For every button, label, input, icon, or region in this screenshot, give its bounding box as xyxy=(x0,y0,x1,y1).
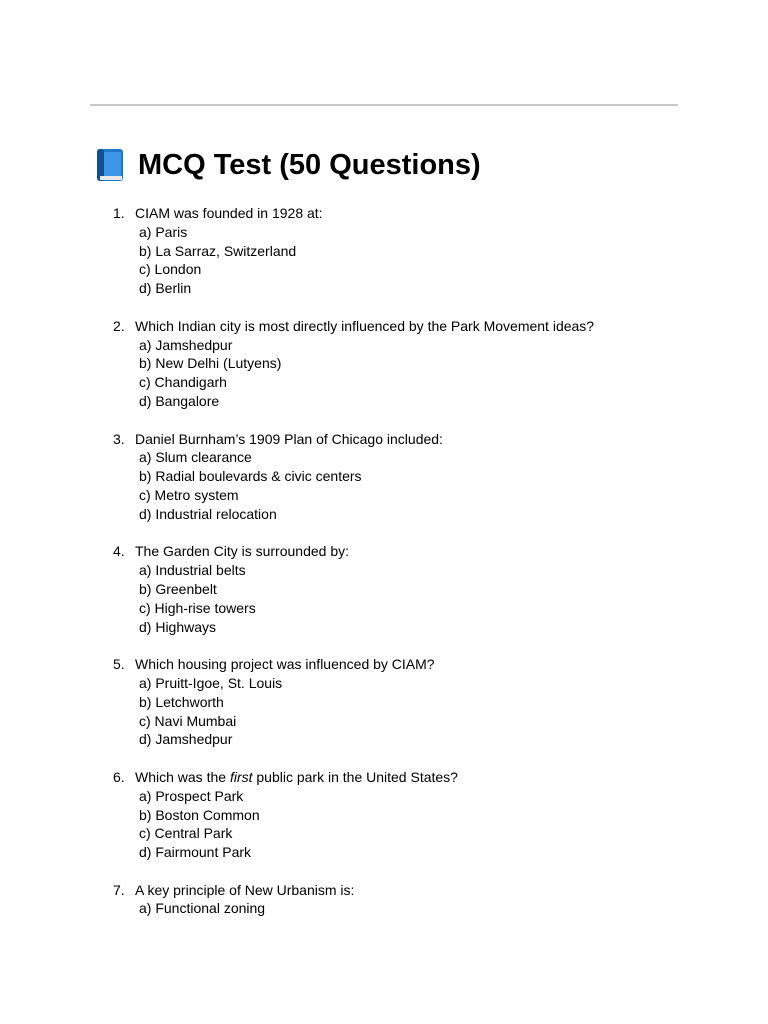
option-item: a) Slum clearance xyxy=(139,449,252,466)
option-list xyxy=(113,674,713,749)
option-item: a) Paris xyxy=(139,223,188,240)
option-list xyxy=(113,899,713,918)
page-title: MCQ Test (50 Questions) xyxy=(138,148,481,181)
question-item xyxy=(113,542,713,636)
option-item: c) Navi Mumbai xyxy=(139,712,237,729)
question-item xyxy=(113,430,713,524)
option-item: c) Chandigarh xyxy=(139,374,227,391)
question-number: 3. xyxy=(113,430,125,447)
option-item: c) Metro system xyxy=(139,486,239,503)
option-item: a) Jamshedpur xyxy=(139,336,233,353)
question-list xyxy=(113,204,713,937)
question-number: 7. xyxy=(113,881,125,898)
option-item: b) Boston Common xyxy=(139,806,260,823)
option-item: d) Jamshedpur xyxy=(139,731,233,748)
question-text: Daniel Burnham’s 1909 Plan of Chicago included: xyxy=(135,430,443,447)
option-item: d) Industrial relocation xyxy=(139,505,277,522)
question-item xyxy=(113,204,713,298)
option-item: d) Highways xyxy=(139,618,217,635)
option-list xyxy=(113,561,713,636)
question-item xyxy=(113,881,713,919)
question-number: 5. xyxy=(113,656,125,673)
option-item: b) La Sarraz, Switzerland xyxy=(139,242,297,259)
question-number: 6. xyxy=(113,768,125,785)
option-item: d) Bangalore xyxy=(139,392,220,409)
question-number: 4. xyxy=(113,543,125,560)
option-item: b) Letchworth xyxy=(139,693,224,710)
question-text: A key principle of New Urbanism is: xyxy=(135,881,355,898)
question-item xyxy=(113,317,713,411)
question-text: CIAM was founded in 1928 at: xyxy=(135,205,323,221)
option-list xyxy=(113,223,713,298)
option-item: a) Pruitt-Igoe, St. Louis xyxy=(139,674,283,691)
option-item: c) Central Park xyxy=(139,825,233,842)
blue-book-icon xyxy=(96,148,124,182)
title-row xyxy=(96,146,481,184)
option-list xyxy=(113,336,713,411)
option-item: b) New Delhi (Lutyens) xyxy=(139,355,282,372)
option-list xyxy=(113,787,713,862)
option-item: c) London xyxy=(139,261,202,278)
option-item: d) Fairmount Park xyxy=(139,844,252,861)
option-item: c) High-rise towers xyxy=(139,599,256,616)
option-item: a) Prospect Park xyxy=(139,787,244,804)
option-item: a) Industrial belts xyxy=(139,562,246,579)
option-list xyxy=(113,448,713,523)
question-text: Which housing project was influenced by CIAM? xyxy=(135,656,435,673)
question-item xyxy=(113,768,713,862)
option-item: b) Radial boulevards & civic centers xyxy=(139,468,362,485)
option-item: a) Functional zoning xyxy=(139,900,266,917)
question-item xyxy=(113,655,713,749)
option-item: b) Greenbelt xyxy=(139,580,217,597)
option-item: d) Berlin xyxy=(139,280,192,297)
question-number: 1. xyxy=(113,205,125,221)
question-number: 2. xyxy=(113,317,125,334)
question-text: Which Indian city is most directly influenced by the Park Movement ideas? xyxy=(135,317,595,334)
horizontal-rule xyxy=(90,104,678,106)
question-text: Which was the first public park in the United States? xyxy=(135,768,458,785)
emphasized-word: first xyxy=(229,768,253,785)
question-text: The Garden City is surrounded by: xyxy=(135,543,349,560)
